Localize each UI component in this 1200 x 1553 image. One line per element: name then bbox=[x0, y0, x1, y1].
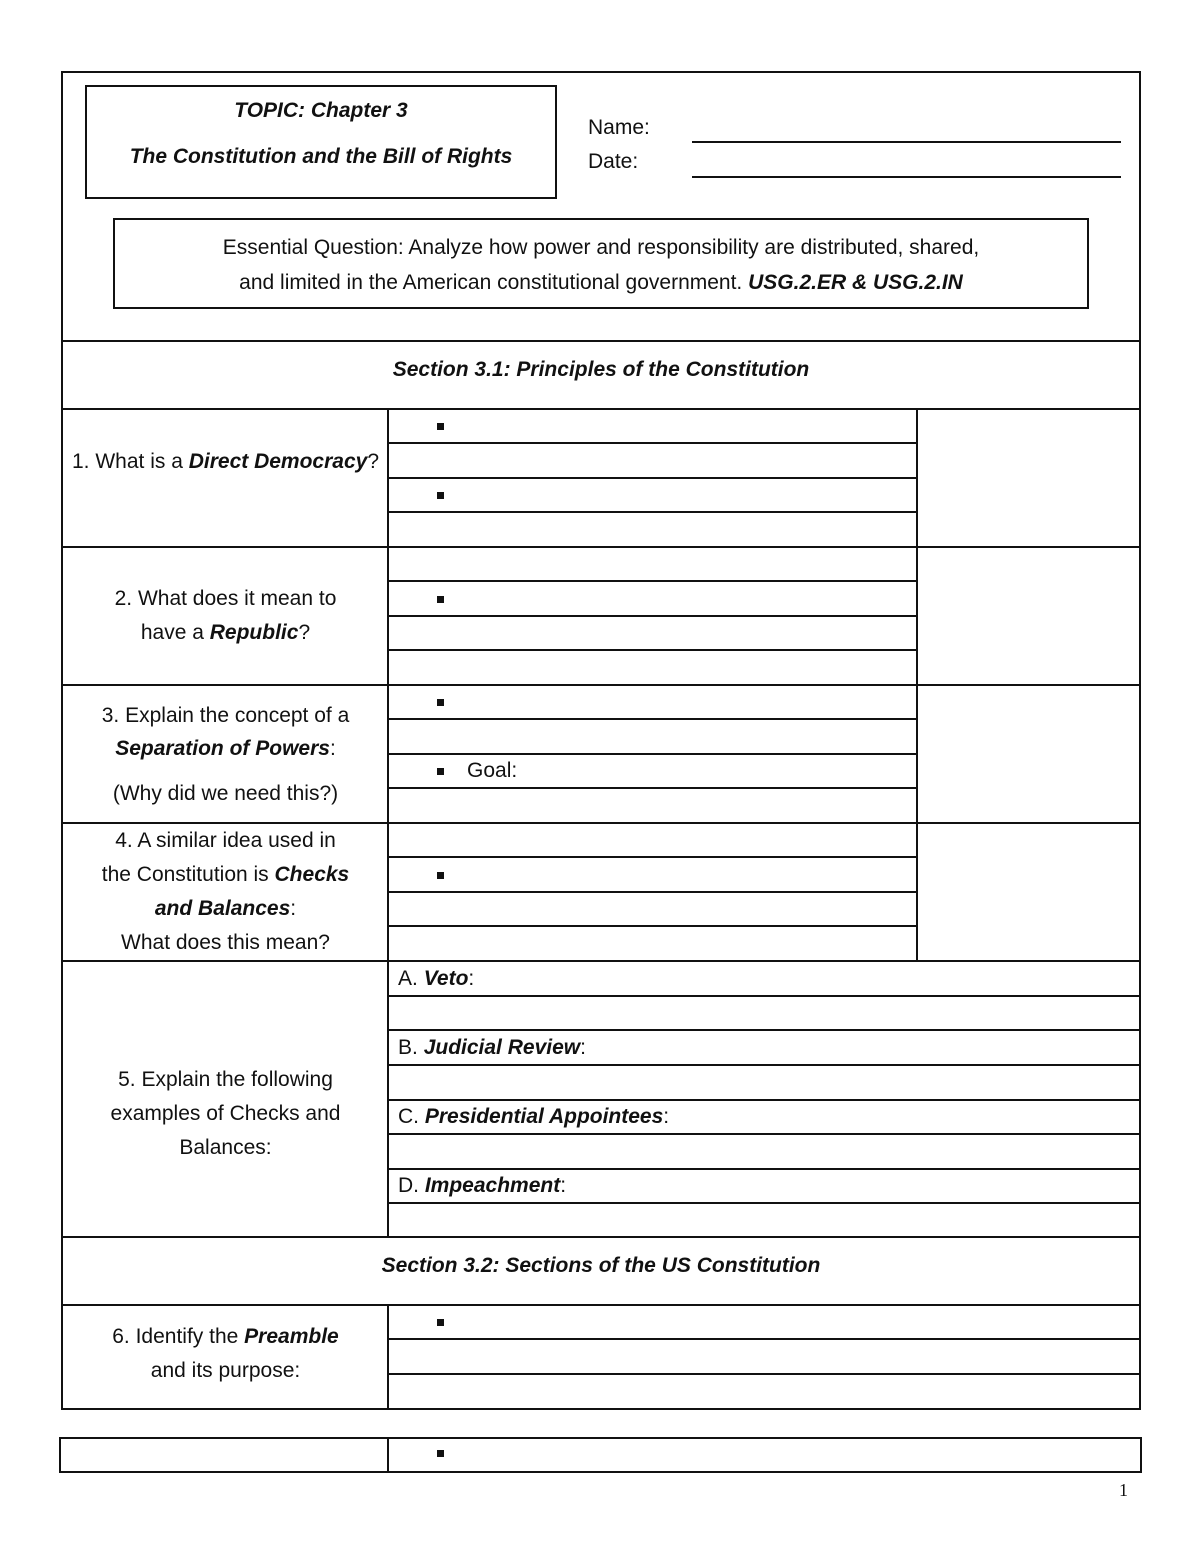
question-4-term-a: Checks bbox=[274, 863, 350, 886]
question-2 bbox=[63, 582, 388, 650]
appointees-term: Presidential Appointees bbox=[424, 1105, 664, 1128]
answer-line[interactable] bbox=[388, 995, 1140, 997]
answer-line[interactable] bbox=[388, 477, 917, 479]
name-field-line[interactable] bbox=[692, 141, 1121, 143]
essential-question-text2: and limited in the American constitutional government. bbox=[239, 271, 749, 294]
question-4-punct: : bbox=[290, 897, 297, 920]
answer-line[interactable] bbox=[388, 649, 917, 651]
question-6-text: 6. Identify the bbox=[112, 1325, 245, 1348]
divider bbox=[61, 1236, 1141, 1238]
topic-subtitle: The Constitution and the Bill of Rights bbox=[129, 145, 513, 168]
appointees-prefix: C. bbox=[398, 1105, 425, 1128]
answer-line[interactable] bbox=[388, 580, 917, 582]
divider bbox=[61, 1304, 1141, 1306]
answer-line[interactable] bbox=[388, 615, 917, 617]
bullet-icon bbox=[437, 1450, 444, 1457]
question-2-line1: 2. What does it mean to bbox=[114, 587, 337, 610]
answer-line[interactable] bbox=[388, 753, 917, 755]
answer-line[interactable] bbox=[388, 511, 917, 513]
veto-label bbox=[398, 967, 474, 991]
answer-line[interactable] bbox=[388, 718, 917, 720]
essential-question-lead: Essential Question: bbox=[222, 236, 409, 259]
question-1-punct: ? bbox=[367, 450, 379, 473]
column-divider bbox=[387, 1437, 389, 1473]
answer-line[interactable] bbox=[388, 1202, 1140, 1204]
question-3 bbox=[63, 699, 388, 810]
question-4-line1: 4. A similar idea used in bbox=[115, 829, 336, 852]
date-label: Date: bbox=[588, 150, 639, 173]
row-divider bbox=[61, 546, 1141, 548]
question-5-line2: examples of Checks and bbox=[110, 1102, 341, 1125]
bullet-icon bbox=[437, 872, 444, 879]
bullet-icon bbox=[437, 768, 444, 775]
question-2-punct: ? bbox=[298, 621, 311, 644]
answer-line[interactable] bbox=[388, 1064, 1140, 1066]
answer-line[interactable] bbox=[388, 1133, 1140, 1135]
answer-line[interactable] bbox=[388, 787, 917, 789]
essential-question-box bbox=[113, 218, 1089, 309]
judicial-review-label bbox=[398, 1036, 586, 1060]
answer-line[interactable] bbox=[388, 925, 917, 927]
answer-line[interactable] bbox=[388, 442, 917, 444]
presidential-appointees-label bbox=[398, 1105, 669, 1129]
appointees-colon: : bbox=[663, 1105, 670, 1128]
divider bbox=[61, 340, 1141, 342]
name-label: Name: bbox=[588, 116, 650, 139]
question-3-term: Separation of Powers bbox=[115, 737, 330, 760]
question-4-text: the Constitution is bbox=[101, 863, 275, 886]
judicial-review-colon: : bbox=[580, 1036, 586, 1059]
goal-label: Goal: bbox=[467, 759, 518, 782]
judicial-review-term: Judicial Review bbox=[423, 1036, 581, 1059]
answer-line[interactable] bbox=[388, 1338, 1140, 1340]
impeachment-colon: : bbox=[560, 1174, 567, 1197]
row-divider bbox=[61, 960, 1141, 962]
question-3-line1: 3. Explain the concept of a bbox=[101, 704, 350, 727]
question-5-line1: 5. Explain the following bbox=[118, 1068, 333, 1091]
answer-line[interactable] bbox=[388, 891, 917, 893]
question-1 bbox=[63, 445, 388, 479]
section-3-2-title: Section 3.2: Sections of the US Constitution bbox=[381, 1254, 821, 1277]
question-4 bbox=[63, 824, 388, 960]
question-5 bbox=[63, 1063, 388, 1165]
answer-line[interactable] bbox=[388, 1029, 1140, 1031]
answer-line[interactable] bbox=[388, 1373, 1140, 1375]
topic-box bbox=[85, 85, 557, 199]
question-6-term: Preamble bbox=[244, 1325, 339, 1348]
question-6 bbox=[63, 1320, 388, 1388]
question-3-line3: (Why did we need this?) bbox=[112, 782, 339, 805]
veto-colon: : bbox=[468, 967, 475, 990]
topic-title: TOPIC: Chapter 3 bbox=[234, 99, 408, 122]
divider bbox=[61, 408, 1141, 410]
section-3-1-title: Section 3.1: Principles of the Constitution bbox=[392, 358, 810, 381]
question-6-line2: and its purpose: bbox=[150, 1359, 301, 1382]
question-4-term-b: and Balances bbox=[154, 897, 291, 920]
impeachment-term: Impeachment bbox=[424, 1174, 561, 1197]
impeachment-prefix: D. bbox=[398, 1174, 425, 1197]
veto-term: Veto bbox=[423, 967, 469, 990]
bullet-icon bbox=[437, 1319, 444, 1326]
question-3-punct: : bbox=[329, 737, 336, 760]
judicial-review-prefix: B. bbox=[398, 1036, 424, 1059]
question-1-term: Direct Democracy bbox=[188, 450, 368, 473]
continuation-row bbox=[59, 1437, 1142, 1473]
page-number: 1 bbox=[1119, 1480, 1128, 1500]
answer-line[interactable] bbox=[388, 1168, 1140, 1170]
row-divider bbox=[61, 684, 1141, 686]
question-4-line4: What does this mean? bbox=[121, 931, 330, 954]
bullet-icon bbox=[437, 699, 444, 706]
impeachment-label bbox=[398, 1174, 566, 1198]
answer-line[interactable] bbox=[388, 1099, 1140, 1101]
bullet-icon bbox=[437, 492, 444, 499]
question-2-text: have a bbox=[140, 621, 210, 644]
answer-line[interactable] bbox=[388, 856, 917, 858]
bullet-icon bbox=[437, 596, 444, 603]
question-2-term: Republic bbox=[209, 621, 299, 644]
essential-question-text1: Analyze how power and responsibility are distributed, shared, bbox=[408, 236, 980, 259]
veto-prefix: A. bbox=[398, 967, 424, 990]
question-5-line3: Balances: bbox=[179, 1136, 272, 1159]
essential-question-standards: USG.2.ER & USG.2.IN bbox=[748, 271, 963, 294]
question-1-text: 1. What is a bbox=[72, 450, 189, 473]
bullet-icon bbox=[437, 423, 444, 430]
date-field-line[interactable] bbox=[692, 176, 1121, 178]
